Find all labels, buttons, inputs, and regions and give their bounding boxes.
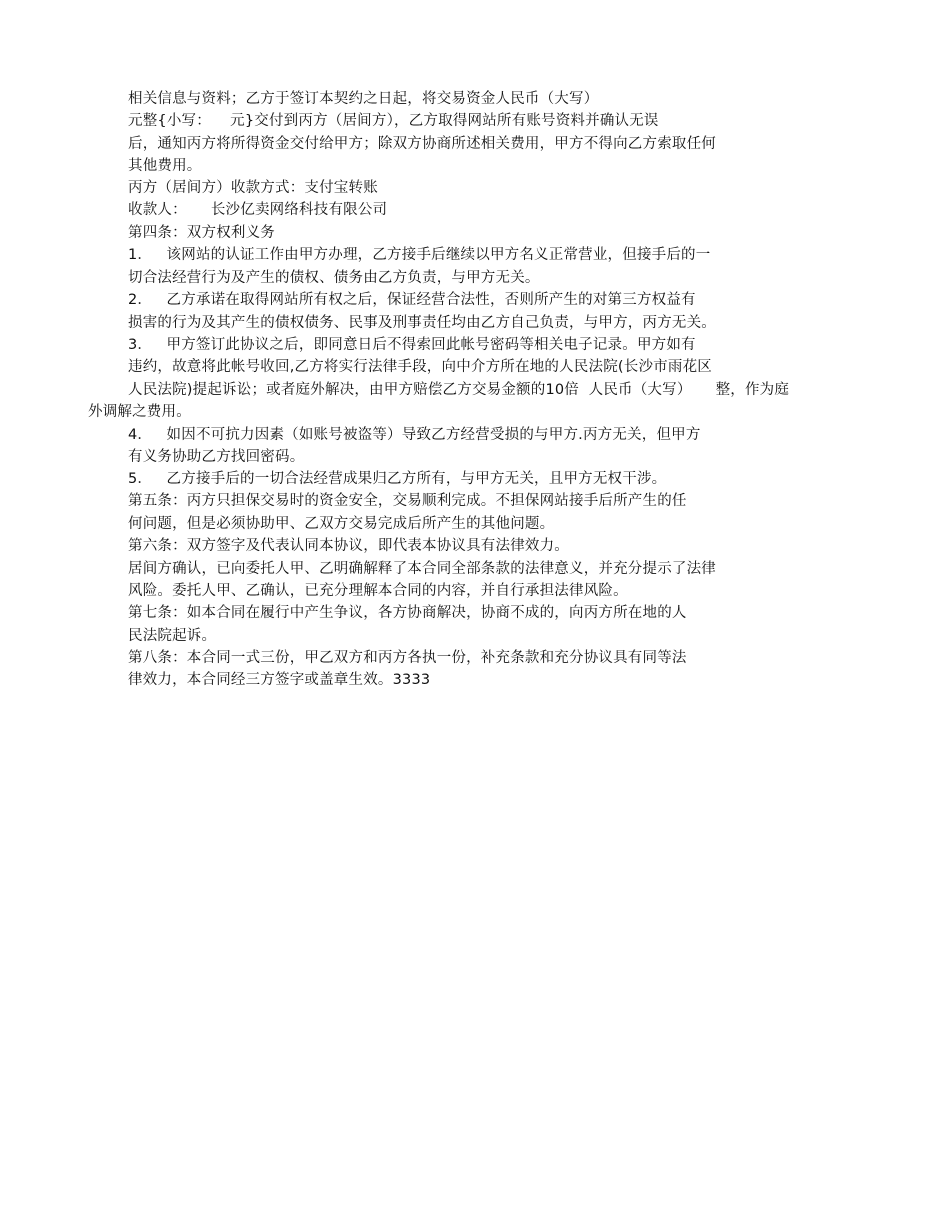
- text-line: 损害的行为及其产生的债权债务、民事及刑事责任均由乙方自己负责，与甲方，丙方无关。: [128, 315, 716, 331]
- text-line: 居间方确认，已向委托人甲、乙明确解释了本合同全部条款的法律意义，并充分提示了法律: [128, 561, 716, 577]
- text-line: 切合法经营行为及产生的债权、债务由乙方负责，与甲方无关。: [128, 270, 540, 286]
- clause-item: 2． 乙方承诺在取得网站所有权之后，保证经营合法性，否则所产生的对第三方权益有: [128, 292, 696, 308]
- text-line: 人民法院)提起诉讼；或者庭外解决，由甲方赔偿乙方交易金额的10倍 人民币（大写） 整，作为庭: [128, 382, 790, 398]
- clause-item: 4． 如因不可抗力因素（如账号被盗等）导致乙方经营受损的与甲方.丙方无关，但甲方: [128, 427, 701, 443]
- section-heading: 第四条：双方权利义务: [128, 225, 275, 241]
- clause-item: 5． 乙方接手后的一切合法经营成果归乙方所有，与甲方无关，且甲方无权干涉。: [128, 471, 667, 487]
- clause-item: 3． 甲方签订此协议之后，即同意日后不得索回此帐号密码等相关电子记录。甲方如有: [128, 337, 696, 353]
- text-line: 外调解之费用。: [88, 404, 191, 420]
- text-line: 其他费用。: [128, 158, 202, 174]
- text-line: 律效力，本合同经三方签字或盖章生效。3333: [128, 672, 431, 688]
- text-line: 相关信息与资料；乙方于签订本契约之日起，将交易资金人民币（大写）: [128, 91, 599, 107]
- clause-item: 1． 该网站的认证工作由甲方办理，乙方接手后继续以甲方名义正常营业，但接手后的一: [128, 247, 711, 263]
- text-line: 收款人： 长沙亿卖网络科技有限公司: [128, 202, 388, 218]
- text-line: 违约，故意将此帐号收回,乙方将实行法律手段，向中介方所在地的人民法院(长沙市雨花区: [128, 359, 712, 375]
- text-line: 风险。委托人甲、乙确认，已充分理解本合同的内容，并自行承担法律风险。: [128, 583, 628, 599]
- section-heading: 第八条：本合同一式三份，甲乙双方和丙方各执一份，补充条款和充分协议具有同等法: [128, 650, 687, 666]
- text-line: 有义务协助乙方找回密码。: [128, 449, 305, 465]
- section-heading: 第七条：如本合同在履行中产生争议，各方协商解决，协商不成的，向丙方所在地的人: [128, 605, 687, 621]
- text-line: 元整{小写： 元}交付到丙方（居间方），乙方取得网站所有账号资料并确认无误: [128, 113, 659, 129]
- text-line: 后，通知丙方将所得资金交付给甲方；除双方协商所述相关费用，甲方不得向乙方索取任何: [128, 136, 716, 152]
- section-heading: 第五条：丙方只担保交易时的资金安全，交易顺利完成。不担保网站接手后所产生的任: [128, 493, 687, 509]
- text-line: 丙方（居间方）收款方式：支付宝转账: [128, 180, 378, 196]
- text-line: 何问题，但是必须协助甲、乙双方交易完成后所产生的其他问题。: [128, 516, 555, 532]
- section-heading: 第六条：双方签字及代表认同本协议，即代表本协议具有法律效力。: [128, 538, 569, 554]
- text-line: 民法院起诉。: [128, 628, 217, 644]
